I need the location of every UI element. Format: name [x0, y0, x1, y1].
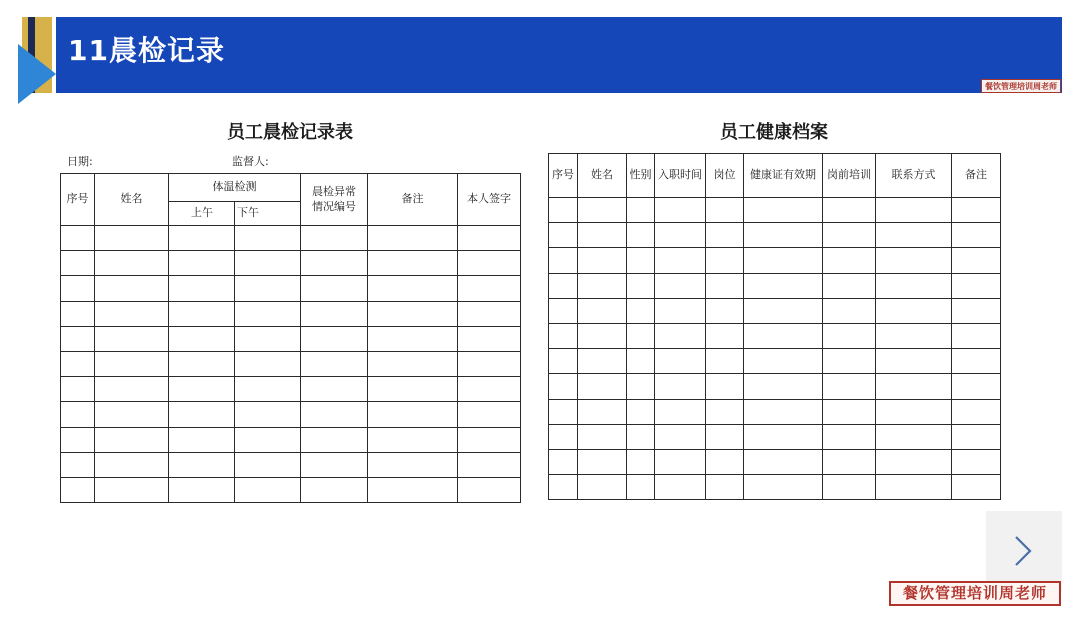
- table-cell[interactable]: [95, 251, 169, 276]
- table-cell[interactable]: [458, 477, 521, 502]
- health-header-cell: 联系方式: [876, 154, 952, 198]
- table-row: [61, 351, 521, 376]
- table-cell[interactable]: [169, 477, 235, 502]
- table-cell[interactable]: [655, 374, 706, 399]
- table-row: [61, 326, 521, 351]
- table-cell[interactable]: [368, 402, 458, 427]
- table-cell[interactable]: [823, 273, 876, 298]
- table-cell[interactable]: [235, 301, 301, 326]
- table-cell[interactable]: [655, 475, 706, 500]
- table-cell[interactable]: [61, 226, 95, 251]
- header-signature: 本人签字: [458, 174, 521, 226]
- table-cell[interactable]: [169, 251, 235, 276]
- table-cell[interactable]: [368, 452, 458, 477]
- table-cell[interactable]: [235, 452, 301, 477]
- table-cell[interactable]: [706, 475, 744, 500]
- table-cell[interactable]: [876, 374, 952, 399]
- table-cell[interactable]: [744, 449, 823, 474]
- watermark-stamp: 餐饮管理培训周老师: [889, 581, 1061, 606]
- table-cell[interactable]: [744, 374, 823, 399]
- table-cell[interactable]: [169, 427, 235, 452]
- table-cell[interactable]: [549, 323, 578, 348]
- table-cell[interactable]: [655, 198, 706, 223]
- table-cell[interactable]: [95, 452, 169, 477]
- table-cell[interactable]: [549, 424, 578, 449]
- table-cell[interactable]: [578, 323, 627, 348]
- table-cell[interactable]: [952, 298, 1001, 323]
- table-cell[interactable]: [169, 351, 235, 376]
- table-cell[interactable]: [368, 251, 458, 276]
- table-cell[interactable]: [627, 223, 655, 248]
- health-header-cell: 性别: [627, 154, 655, 198]
- table-cell[interactable]: [578, 374, 627, 399]
- table-cell[interactable]: [627, 374, 655, 399]
- table-cell[interactable]: [744, 424, 823, 449]
- table-cell[interactable]: [706, 323, 744, 348]
- table-cell[interactable]: [823, 374, 876, 399]
- chevron-right-icon: [1012, 533, 1034, 569]
- date-label: 日期:: [67, 155, 93, 168]
- table-cell[interactable]: [549, 273, 578, 298]
- table-cell[interactable]: [95, 326, 169, 351]
- table-cell[interactable]: [458, 276, 521, 301]
- table-cell[interactable]: [549, 248, 578, 273]
- table-cell[interactable]: [368, 301, 458, 326]
- table-cell[interactable]: [744, 323, 823, 348]
- table-row: [61, 402, 521, 427]
- table-cell[interactable]: [823, 475, 876, 500]
- health-header-cell: 岗前培训: [823, 154, 876, 198]
- table-cell[interactable]: [549, 198, 578, 223]
- table-cell[interactable]: [368, 226, 458, 251]
- table-cell[interactable]: [169, 226, 235, 251]
- banner-stamp-logo: 餐饮管理培训周老师: [981, 79, 1061, 93]
- table-cell[interactable]: [655, 248, 706, 273]
- table-cell[interactable]: [823, 198, 876, 223]
- table-cell[interactable]: [301, 301, 368, 326]
- table-cell[interactable]: [744, 198, 823, 223]
- table-cell[interactable]: [655, 273, 706, 298]
- table-row: [549, 323, 1001, 348]
- table-cell[interactable]: [627, 273, 655, 298]
- table-cell[interactable]: [952, 273, 1001, 298]
- table-cell[interactable]: [235, 477, 301, 502]
- table-cell[interactable]: [301, 226, 368, 251]
- table-cell[interactable]: [876, 273, 952, 298]
- table-row: [549, 273, 1001, 298]
- table-cell[interactable]: [95, 276, 169, 301]
- table-cell[interactable]: [627, 424, 655, 449]
- table-row: [61, 251, 521, 276]
- health-header-cell: 健康证有效期: [744, 154, 823, 198]
- table-cell[interactable]: [578, 475, 627, 500]
- table-cell[interactable]: [95, 402, 169, 427]
- table-cell[interactable]: [549, 349, 578, 374]
- table-row: [549, 198, 1001, 223]
- morning-check-table: [60, 173, 521, 503]
- header-abnormal: [301, 174, 368, 226]
- table-cell[interactable]: [627, 323, 655, 348]
- table-cell[interactable]: [549, 399, 578, 424]
- table-row: [549, 223, 1001, 248]
- table-cell[interactable]: [301, 377, 368, 402]
- table-cell[interactable]: [952, 399, 1001, 424]
- header-abnormal-line1: 晨检异常: [312, 185, 356, 199]
- table-cell[interactable]: [744, 349, 823, 374]
- table-cell[interactable]: [95, 226, 169, 251]
- table-cell[interactable]: [706, 399, 744, 424]
- table-cell[interactable]: [578, 424, 627, 449]
- table-cell[interactable]: [549, 449, 578, 474]
- table-cell[interactable]: [823, 248, 876, 273]
- health-header-cell: 入职时间: [655, 154, 706, 198]
- table-cell[interactable]: [655, 298, 706, 323]
- table-cell[interactable]: [823, 424, 876, 449]
- table-cell[interactable]: [876, 198, 952, 223]
- table-cell[interactable]: [458, 377, 521, 402]
- table-cell[interactable]: [627, 449, 655, 474]
- table-cell[interactable]: [458, 301, 521, 326]
- table-cell[interactable]: [235, 402, 301, 427]
- header-remark: 备注: [368, 174, 458, 226]
- table-cell[interactable]: [952, 248, 1001, 273]
- table-cell[interactable]: [952, 198, 1001, 223]
- table-cell[interactable]: [876, 449, 952, 474]
- table-cell[interactable]: [458, 226, 521, 251]
- table-row: [549, 298, 1001, 323]
- table-cell[interactable]: [952, 323, 1001, 348]
- table-cell[interactable]: [823, 323, 876, 348]
- table-cell[interactable]: [301, 326, 368, 351]
- table-cell[interactable]: [952, 223, 1001, 248]
- table-cell[interactable]: [706, 349, 744, 374]
- table-cell[interactable]: [744, 273, 823, 298]
- table-cell[interactable]: [578, 198, 627, 223]
- table-row: [61, 427, 521, 452]
- table-cell[interactable]: [61, 402, 95, 427]
- table-cell[interactable]: [458, 326, 521, 351]
- table-cell[interactable]: [235, 276, 301, 301]
- table-cell[interactable]: [655, 399, 706, 424]
- table-cell[interactable]: [301, 276, 368, 301]
- table-cell[interactable]: [578, 223, 627, 248]
- title-banner: [56, 17, 1062, 93]
- table-cell[interactable]: [61, 427, 95, 452]
- table-cell[interactable]: [655, 349, 706, 374]
- table-cell[interactable]: [235, 377, 301, 402]
- table-cell[interactable]: [876, 349, 952, 374]
- table-cell[interactable]: [876, 399, 952, 424]
- table-cell[interactable]: [169, 326, 235, 351]
- table-cell[interactable]: [61, 326, 95, 351]
- table-cell[interactable]: [169, 276, 235, 301]
- table-cell[interactable]: [952, 424, 1001, 449]
- banner-triangle-icon: [18, 44, 56, 104]
- table-cell[interactable]: [655, 223, 706, 248]
- table-cell[interactable]: [578, 399, 627, 424]
- table-cell[interactable]: [627, 399, 655, 424]
- table-cell[interactable]: [458, 351, 521, 376]
- page-title: 11晨检记录: [68, 34, 225, 67]
- table-cell[interactable]: [744, 223, 823, 248]
- table-row: [61, 377, 521, 402]
- table-cell[interactable]: [301, 452, 368, 477]
- next-slide-button[interactable]: [986, 511, 1062, 591]
- table-cell[interactable]: [368, 326, 458, 351]
- header-seq: 序号: [61, 174, 95, 226]
- table-cell[interactable]: [627, 248, 655, 273]
- table-cell[interactable]: [655, 323, 706, 348]
- table-cell[interactable]: [368, 276, 458, 301]
- table-cell[interactable]: [876, 323, 952, 348]
- table-cell[interactable]: [627, 198, 655, 223]
- table-cell[interactable]: [235, 351, 301, 376]
- table-cell[interactable]: [578, 273, 627, 298]
- table-row: [549, 399, 1001, 424]
- table-row: [61, 301, 521, 326]
- table-cell[interactable]: [301, 402, 368, 427]
- table-cell[interactable]: [169, 452, 235, 477]
- table-cell[interactable]: [95, 427, 169, 452]
- table-cell[interactable]: [744, 475, 823, 500]
- table-cell[interactable]: [952, 475, 1001, 500]
- table-cell[interactable]: [876, 248, 952, 273]
- table-cell[interactable]: [578, 248, 627, 273]
- table-cell[interactable]: [169, 402, 235, 427]
- table-cell[interactable]: [61, 477, 95, 502]
- table-cell[interactable]: [823, 399, 876, 424]
- table-cell[interactable]: [952, 349, 1001, 374]
- table-cell[interactable]: [706, 298, 744, 323]
- table-cell[interactable]: [368, 377, 458, 402]
- table-cell[interactable]: [61, 301, 95, 326]
- table-cell[interactable]: [61, 377, 95, 402]
- table-cell[interactable]: [549, 223, 578, 248]
- table-cell[interactable]: [549, 374, 578, 399]
- table-cell[interactable]: [458, 452, 521, 477]
- table-cell[interactable]: [876, 475, 952, 500]
- table-cell[interactable]: [235, 427, 301, 452]
- table-row: [549, 449, 1001, 474]
- table-cell[interactable]: [61, 452, 95, 477]
- table-cell[interactable]: [876, 298, 952, 323]
- morning-check-title: 员工晨检记录表: [227, 122, 353, 143]
- health-archive-title: 员工健康档案: [720, 122, 828, 143]
- table-row: [549, 374, 1001, 399]
- table-cell[interactable]: [744, 248, 823, 273]
- table-cell[interactable]: [627, 349, 655, 374]
- table-cell[interactable]: [95, 301, 169, 326]
- table-cell[interactable]: [706, 424, 744, 449]
- table-cell[interactable]: [627, 298, 655, 323]
- table-cell[interactable]: [458, 402, 521, 427]
- table-cell[interactable]: [706, 449, 744, 474]
- table-cell[interactable]: [169, 377, 235, 402]
- table-row: [549, 349, 1001, 374]
- table-cell[interactable]: [61, 276, 95, 301]
- table-cell[interactable]: [549, 475, 578, 500]
- table-cell[interactable]: [368, 351, 458, 376]
- table-cell[interactable]: [744, 399, 823, 424]
- table-cell[interactable]: [655, 424, 706, 449]
- table-cell[interactable]: [95, 477, 169, 502]
- table-cell[interactable]: [235, 326, 301, 351]
- table-cell[interactable]: [61, 351, 95, 376]
- table-cell[interactable]: [823, 449, 876, 474]
- table-cell[interactable]: [706, 223, 744, 248]
- table-cell[interactable]: [706, 198, 744, 223]
- table-cell[interactable]: [578, 449, 627, 474]
- table-cell[interactable]: [458, 427, 521, 452]
- table-cell[interactable]: [458, 251, 521, 276]
- supervisor-label: 监督人:: [232, 155, 269, 168]
- table-row: [549, 475, 1001, 500]
- table-cell[interactable]: [744, 298, 823, 323]
- health-header-cell: 序号: [549, 154, 578, 198]
- table-cell[interactable]: [655, 449, 706, 474]
- table-cell[interactable]: [368, 477, 458, 502]
- table-row: [61, 226, 521, 251]
- header-pm: 下午: [235, 202, 301, 226]
- table-cell[interactable]: [627, 475, 655, 500]
- table-row: [549, 424, 1001, 449]
- health-header-cell: 备注: [952, 154, 1001, 198]
- table-row: [61, 477, 521, 502]
- table-cell[interactable]: [95, 377, 169, 402]
- header-abnormal-line2: 情况编号: [312, 199, 356, 213]
- table-cell[interactable]: [952, 374, 1001, 399]
- table-cell[interactable]: [301, 351, 368, 376]
- table-row: [61, 276, 521, 301]
- table-cell[interactable]: [823, 298, 876, 323]
- table-cell[interactable]: [301, 477, 368, 502]
- table-cell[interactable]: [823, 223, 876, 248]
- table-cell[interactable]: [368, 427, 458, 452]
- table-cell[interactable]: [169, 301, 235, 326]
- table-row: [61, 452, 521, 477]
- table-cell[interactable]: [301, 427, 368, 452]
- table-row: [549, 248, 1001, 273]
- table-cell[interactable]: [823, 349, 876, 374]
- health-header-cell: 岗位: [706, 154, 744, 198]
- table-cell[interactable]: [578, 349, 627, 374]
- table-cell[interactable]: [61, 251, 95, 276]
- table-cell[interactable]: [301, 251, 368, 276]
- health-archive-table: [548, 153, 1001, 500]
- header-name: 姓名: [95, 174, 169, 226]
- header-temp: 体温检测: [169, 174, 301, 202]
- table-cell[interactable]: [952, 449, 1001, 474]
- health-header-cell: 姓名: [578, 154, 627, 198]
- table-cell[interactable]: [578, 298, 627, 323]
- table-cell[interactable]: [235, 226, 301, 251]
- table-cell[interactable]: [876, 223, 952, 248]
- table-cell[interactable]: [95, 351, 169, 376]
- table-cell[interactable]: [706, 248, 744, 273]
- table-cell[interactable]: [235, 251, 301, 276]
- table-cell[interactable]: [549, 298, 578, 323]
- table-cell[interactable]: [706, 374, 744, 399]
- table-cell[interactable]: [876, 424, 952, 449]
- table-cell[interactable]: [706, 273, 744, 298]
- header-am: 上午: [169, 202, 235, 226]
